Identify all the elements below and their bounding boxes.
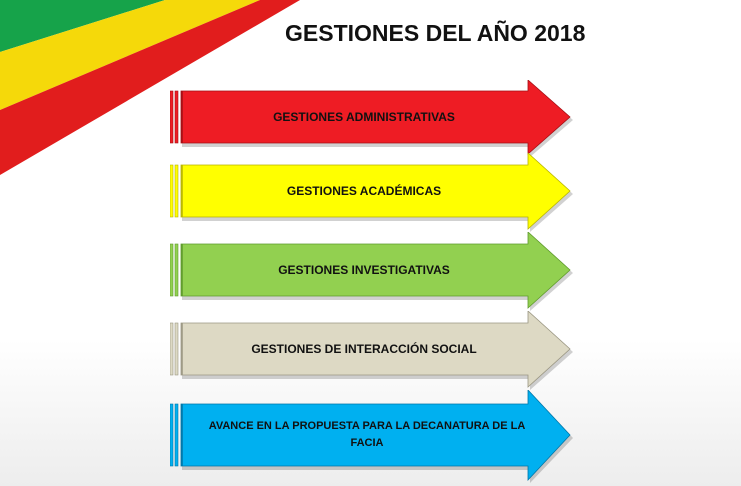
arrow-tail-stripe (170, 244, 173, 296)
arrow-tail-stripe (175, 244, 178, 296)
arrow-tail-stripe (170, 165, 173, 217)
arrow-tail-stripe (175, 91, 178, 143)
arrow-item (170, 232, 575, 308)
arrow-tail-stripe (175, 165, 178, 217)
arrow-label: GESTIONES ADMINISTRATIVAS (273, 109, 455, 124)
arrow-tail-stripe (170, 91, 173, 143)
arrow-label: GESTIONES DE INTERACCIÓN SOCIAL (251, 341, 477, 356)
arrow-tail-stripe (170, 404, 173, 466)
arrow-label: GESTIONES ACADÉMICAS (286, 183, 442, 198)
arrow-item (170, 153, 575, 229)
arrow-item (170, 80, 575, 154)
arrow-tail-stripe (175, 323, 178, 375)
arrow-tail-stripe (175, 404, 178, 466)
arrow-item (170, 390, 575, 480)
arrow-item (170, 311, 575, 387)
arrow-label: GESTIONES INVESTIGATIVAS (278, 262, 450, 277)
arrow-label: AVANCE EN LA PROPUESTA PARA LA DECANATURA DE LA FACIA (208, 420, 526, 449)
page-title: GESTIONES DEL AÑO 2018 (285, 20, 586, 46)
arrow-tail-stripe (170, 323, 173, 375)
